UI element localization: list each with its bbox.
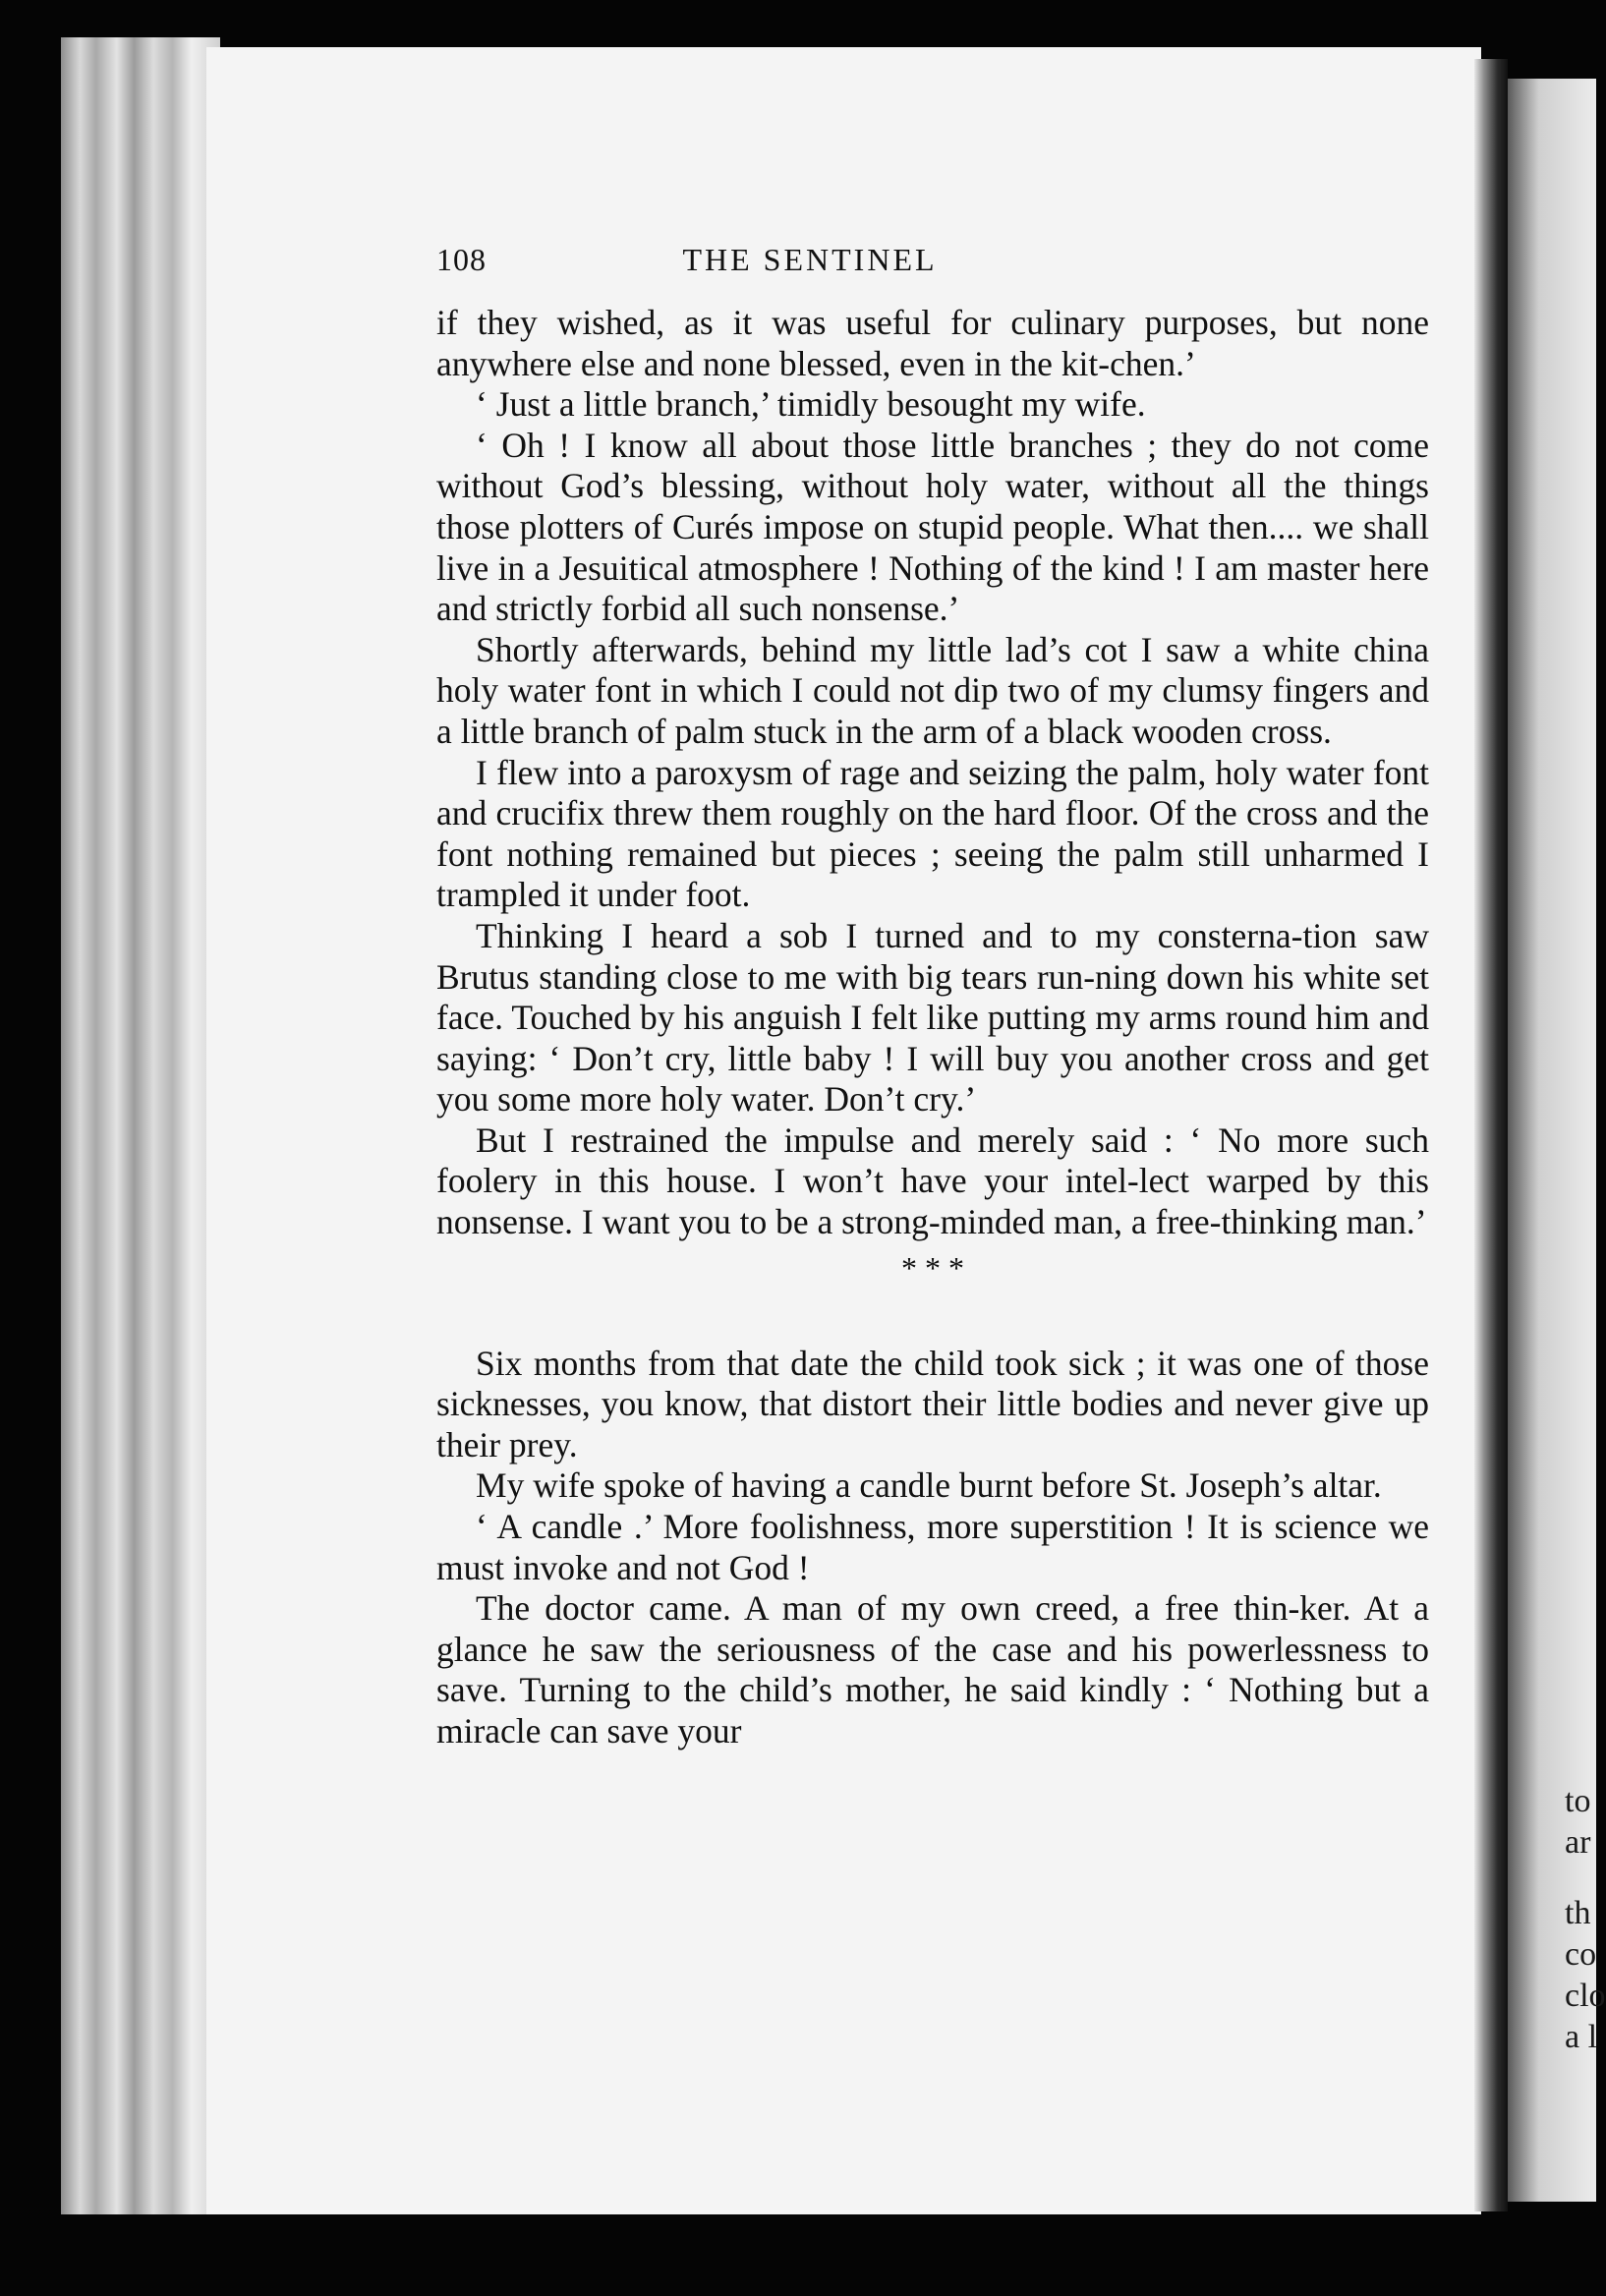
paragraph: if they wished, as it was useful for culinary purposes, but none anywhere else and none blessed, even in the kit-chen.’ [436, 303, 1429, 383]
paragraph: ‘ Oh ! I know all about those little branches ; they do not come without God’s blessing, without holy water, without all the things those plotters of Curés impose on stupid people. What then.... we shall live in a Jesuitical atmosphere ! Nothing of the kind ! I am master here and strictly forbid all such nonsense.’ [436, 425, 1429, 629]
page-edges [61, 37, 220, 2214]
facing-page-fragment: clo [1565, 1978, 1606, 2014]
body-text [436, 303, 1429, 1752]
facing-page-fragment: to [1565, 1783, 1591, 1819]
paragraph: The doctor came. A man of my own creed, a free thin-ker. At a glance he saw the seriousness of the case and his powerlessness to save. Turning to the child’s mother, he said kindly : ‘ Nothing but a miracle can save your [436, 1588, 1429, 1751]
facing-page-fragment: th [1565, 1895, 1591, 1931]
paragraph: I flew into a paroxysm of rage and seizing the palm, holy water font and crucifix threw them roughly on the hard floor. Of the cross and the font nothing remained but pieces ; seeing the palm still unharmed I trampled it under foot. [436, 752, 1429, 915]
book-gutter [1474, 59, 1508, 2211]
facing-page-fragment: a l [1565, 2019, 1598, 2055]
facing-page-fragment: ar [1565, 1824, 1591, 1861]
paragraph: Thinking I heard a sob I turned and to my consterna-tion saw Brutus standing close to me with big tears run-ning down his white set face. Touched by his anguish I felt like putting my arms round him and saying: ‘ Don’t cry, little baby ! I will buy you another cross and get you some more holy water. Don’t cry.’ [436, 915, 1429, 1119]
paragraph: ‘ Just a little branch,’ timidly besought my wife. [476, 384, 1146, 425]
section-separator: * * * [901, 1249, 964, 1286]
paragraph: ‘ A candle .’ More foolishness, more superstition ! It is science we must invoke and not God ! [436, 1507, 1429, 1587]
paragraph: But I restrained the impulse and merely said : ‘ No more such foolery in this house. I won’t have your intel-lect warped by this nonsense. I want you to be a strong-minded man, a free-thinking man.’ [436, 1119, 1429, 1242]
page-number: 108 [436, 242, 487, 277]
paragraph: Shortly afterwards, behind my little lad’s cot I saw a white china holy water font in which I could not dip two of my clumsy fingers and a little branch of palm stuck in the arm of a black wooden cross. [436, 629, 1429, 751]
facing-page-fragment: co [1565, 1936, 1597, 1973]
running-title: THE SENTINEL [682, 242, 938, 277]
paragraph: Six months from that date the child took sick ; it was one of those sicknesses, you know, that distort their little bodies and never give up their prey. [436, 1343, 1429, 1464]
running-header [436, 242, 1081, 281]
paragraph: My wife spoke of having a candle burnt before St. Joseph’s altar. [476, 1465, 1382, 1506]
facing-page-edge [1508, 79, 1606, 2202]
